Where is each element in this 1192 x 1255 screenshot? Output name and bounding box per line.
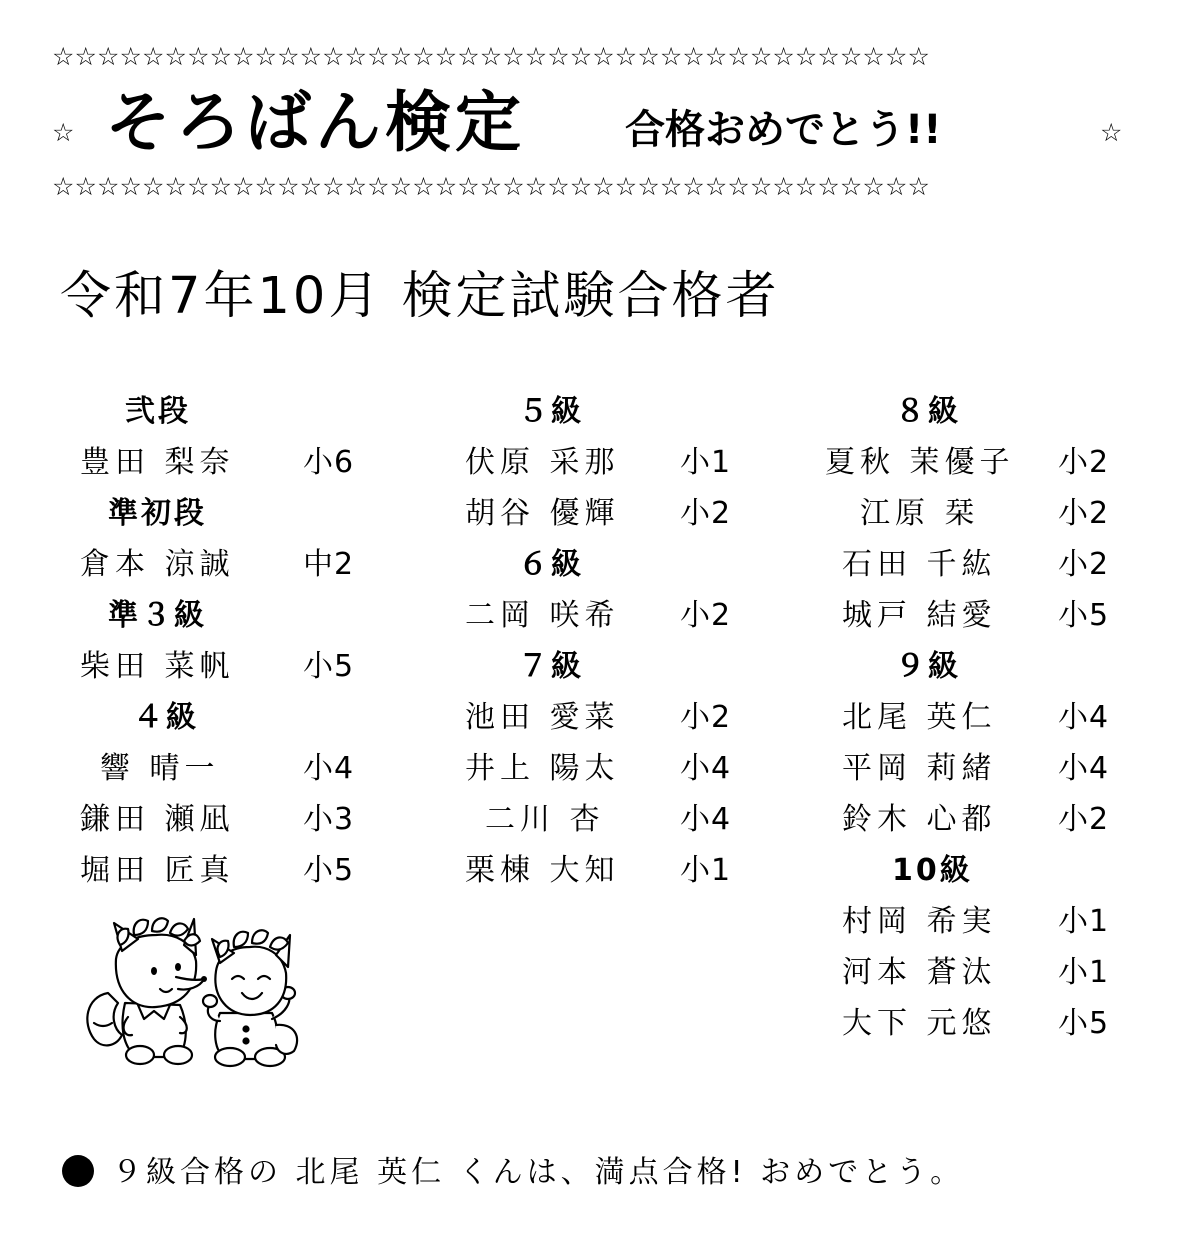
grade-label: 10級: [892, 853, 973, 888]
grade-heading: [75, 386, 405, 437]
results-column-1: [75, 386, 405, 896]
school-year: 小5: [1058, 1006, 1110, 1041]
passer-row: [75, 437, 405, 488]
passer-name: 夏秋 茉優子: [825, 445, 1015, 480]
school-year: 小1: [1058, 955, 1110, 990]
passer-row: [820, 794, 1120, 845]
grade-label: ８級: [895, 394, 961, 429]
passer-name: 二川 杏: [485, 802, 605, 837]
school-year: 小2: [680, 700, 732, 735]
grade-label: ７級: [518, 649, 584, 684]
bullet-circle-icon: [62, 1155, 94, 1187]
grade-heading: [75, 488, 405, 539]
star-icon-right: ☆: [1100, 118, 1123, 147]
passer-row: [820, 488, 1120, 539]
passer-row: [75, 539, 405, 590]
passer-name: 栗棟 大知: [465, 853, 620, 888]
grade-heading: [460, 386, 790, 437]
passer-row: [460, 692, 790, 743]
passer-row: [820, 743, 1120, 794]
passer-name: 胡谷 優輝: [465, 496, 620, 531]
passer-name: 大下 元悠: [842, 1006, 997, 1041]
passer-row: [820, 437, 1120, 488]
passer-row: [460, 794, 790, 845]
passer-name: 平岡 莉緒: [842, 751, 997, 786]
passer-name: 城戸 結愛: [842, 598, 997, 633]
passer-row: [820, 998, 1120, 1049]
school-year: 小1: [680, 853, 732, 888]
results-column-2: [460, 386, 790, 896]
passer-row: [75, 794, 405, 845]
school-year: 小4: [680, 751, 732, 786]
school-year: 小5: [1058, 598, 1110, 633]
passer-row: [820, 947, 1120, 998]
passer-name: 河本 蒼汰: [842, 955, 997, 990]
passer-row: [820, 539, 1120, 590]
passer-name: 豊田 梨奈: [80, 445, 235, 480]
passer-row: [820, 692, 1120, 743]
grade-heading: [820, 845, 1120, 896]
grade-heading: [460, 641, 790, 692]
passer-row: [460, 845, 790, 896]
school-year: 小6: [303, 445, 355, 480]
grade-label: 準初段: [108, 496, 207, 531]
school-year: 小2: [1058, 496, 1110, 531]
school-year: 小4: [680, 802, 732, 837]
star-border-bottom: ☆☆☆☆☆☆☆☆☆☆☆☆☆☆☆☆☆☆☆☆☆☆☆☆☆☆☆☆☆☆☆☆☆☆☆☆☆☆☆: [52, 172, 930, 201]
school-year: 小2: [1058, 445, 1110, 480]
grade-heading: [75, 692, 405, 743]
passer-name: 倉本 涼誠: [80, 547, 235, 582]
passer-name: 石田 千紘: [842, 547, 997, 582]
passer-name: 鈴木 心都: [842, 802, 997, 837]
passer-row: [75, 845, 405, 896]
passer-row: [460, 437, 790, 488]
school-year: 中2: [303, 547, 355, 582]
school-year: 小4: [1058, 751, 1110, 786]
school-year: 小1: [680, 445, 732, 480]
school-year: 小5: [303, 649, 355, 684]
grade-label: ６級: [518, 547, 584, 582]
passer-name: 池田 愛菜: [465, 700, 620, 735]
passer-name: 江原 栞: [860, 496, 980, 531]
passer-row: [460, 590, 790, 641]
grade-label: ９級: [895, 649, 961, 684]
passer-name: 柴田 菜帆: [80, 649, 235, 684]
passer-name: 村岡 希実: [842, 904, 997, 939]
passer-row: [75, 743, 405, 794]
star-icon-left: ☆: [52, 118, 75, 147]
passer-name: 堀田 匠真: [80, 853, 235, 888]
school-year: 小4: [303, 751, 355, 786]
grade-heading: [460, 539, 790, 590]
results-column-3: [820, 386, 1120, 1049]
grade-label: 弐段: [125, 394, 191, 429]
passer-name: 伏原 采那: [465, 445, 620, 480]
school-year: 小4: [1058, 700, 1110, 735]
grade-heading: [75, 590, 405, 641]
grade-heading: [820, 641, 1120, 692]
grade-label: 準３級: [108, 598, 207, 633]
footer-text: ９級合格の 北尾 英仁 くんは、満点合格! おめでとう。: [112, 1155, 965, 1190]
school-year: 小2: [1058, 547, 1110, 582]
fox-mascots-icon: [80, 905, 305, 1070]
grade-label: ４級: [133, 700, 199, 735]
passer-row: [460, 743, 790, 794]
school-year: 小2: [680, 598, 732, 633]
grade-heading: [820, 386, 1120, 437]
passer-name: 鎌田 瀬凪: [80, 802, 235, 837]
banner-title: そろばん検定: [105, 84, 525, 161]
school-year: 小1: [1058, 904, 1110, 939]
passer-name: 井上 陽太: [465, 751, 620, 786]
school-year: 小5: [303, 853, 355, 888]
passer-row: [820, 590, 1120, 641]
school-year: 小2: [680, 496, 732, 531]
passer-row: [460, 488, 790, 539]
passer-row: [75, 641, 405, 692]
passer-row: [820, 896, 1120, 947]
footer-note: [62, 1148, 964, 1198]
passer-name: 二岡 咲希: [465, 598, 620, 633]
star-border-top: ☆☆☆☆☆☆☆☆☆☆☆☆☆☆☆☆☆☆☆☆☆☆☆☆☆☆☆☆☆☆☆☆☆☆☆☆☆☆☆: [52, 42, 930, 71]
grade-label: ５級: [518, 394, 584, 429]
school-year: 小2: [1058, 802, 1110, 837]
banner-subtitle: 合格おめでとう!!: [625, 107, 942, 153]
exam-heading: 令和7年10月 検定試験合格者: [60, 267, 780, 326]
school-year: 小3: [303, 802, 355, 837]
passer-name: 北尾 英仁: [842, 700, 997, 735]
passer-name: 響 晴一: [100, 751, 220, 786]
